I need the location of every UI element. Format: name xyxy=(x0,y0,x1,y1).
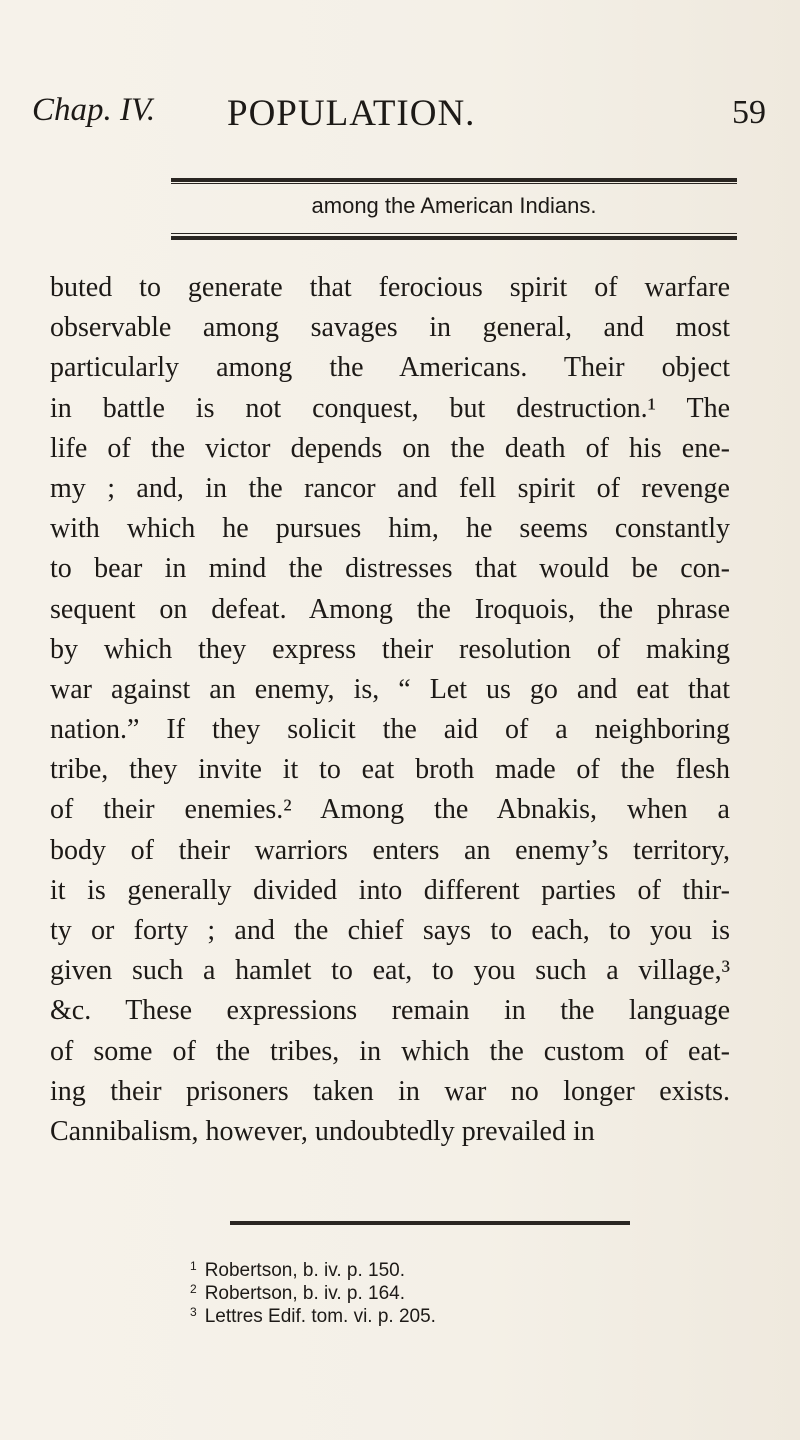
header-rule-top xyxy=(171,178,737,182)
text-line: my ; and, in the rancor and fell spirit of revenge xyxy=(50,472,730,504)
footnote-text: Robertson, b. iv. p. 164. xyxy=(204,1283,406,1304)
page-number: 59 xyxy=(732,94,766,131)
footnote-rule xyxy=(230,1221,630,1225)
text-line: Cannibalism, however, undoubtedly prevailed in xyxy=(50,1115,595,1147)
text-line: tribe, they invite it to eat broth made of the flesh xyxy=(50,754,730,786)
text-line: particularly among the Americans. Their object xyxy=(50,352,730,384)
running-head: among the American Indians. xyxy=(311,193,597,218)
footnote-mark: 1 xyxy=(190,1259,197,1273)
header-rule-top-fine xyxy=(171,183,737,184)
page-title: POPULATION. xyxy=(227,93,476,134)
footnote-mark: 2 xyxy=(190,1282,197,1296)
text-line: sequent on defeat. Among the Iroquois, the phrase xyxy=(50,593,730,625)
text-line: by which they express their resolution of making xyxy=(50,633,730,665)
text-line: of their enemies.² Among the Abnakis, when a xyxy=(50,794,730,826)
text-line: observable among savages in general, and most xyxy=(50,312,730,344)
text-line: of some of the tribes, in which the custom of eat- xyxy=(50,1035,730,1067)
text-line: with which he pursues him, he seems constantly xyxy=(50,513,730,545)
text-line: life of the victor depends on the death of his ene- xyxy=(50,432,730,464)
footnote-text: Lettres Edif. tom. vi. p. 205. xyxy=(204,1306,436,1327)
text-line: buted to generate that ferocious spirit of warfare xyxy=(50,272,730,303)
footnote xyxy=(190,1301,436,1327)
text-line: it is generally divided into different parties of thir- xyxy=(50,874,730,906)
body-text xyxy=(50,268,730,1152)
text-line: ty or forty ; and the chief says to each, to you is xyxy=(50,915,730,946)
text-line: given such a hamlet to eat, to you such a village,³ xyxy=(50,955,730,987)
text-line: &c. These expressions remain in the language xyxy=(50,995,730,1027)
header-rule-bottom-fine xyxy=(171,233,737,234)
footnotes xyxy=(190,1255,436,1327)
footnote xyxy=(190,1278,436,1304)
text-line: in battle is not conquest, but destruction.¹ The xyxy=(50,392,730,424)
footnote xyxy=(190,1255,436,1281)
chapter-label: Chap. IV. xyxy=(32,92,156,128)
text-line: war against an enemy, is, “ Let us go and eat that xyxy=(50,673,730,705)
text-line: to bear in mind the distresses that would be con- xyxy=(50,553,730,585)
text-line: body of their warriors enters an enemy’s territory, xyxy=(50,834,730,866)
header-rule-bottom xyxy=(171,236,737,240)
text-line: ing their prisoners taken in war no longer exists. xyxy=(50,1075,730,1107)
footnote-mark: 3 xyxy=(190,1305,197,1319)
page-header xyxy=(32,92,772,142)
text-line: nation.” If they solicit the aid of a neighboring xyxy=(50,714,730,746)
footnote-text: Robertson, b. iv. p. 150. xyxy=(204,1260,406,1281)
